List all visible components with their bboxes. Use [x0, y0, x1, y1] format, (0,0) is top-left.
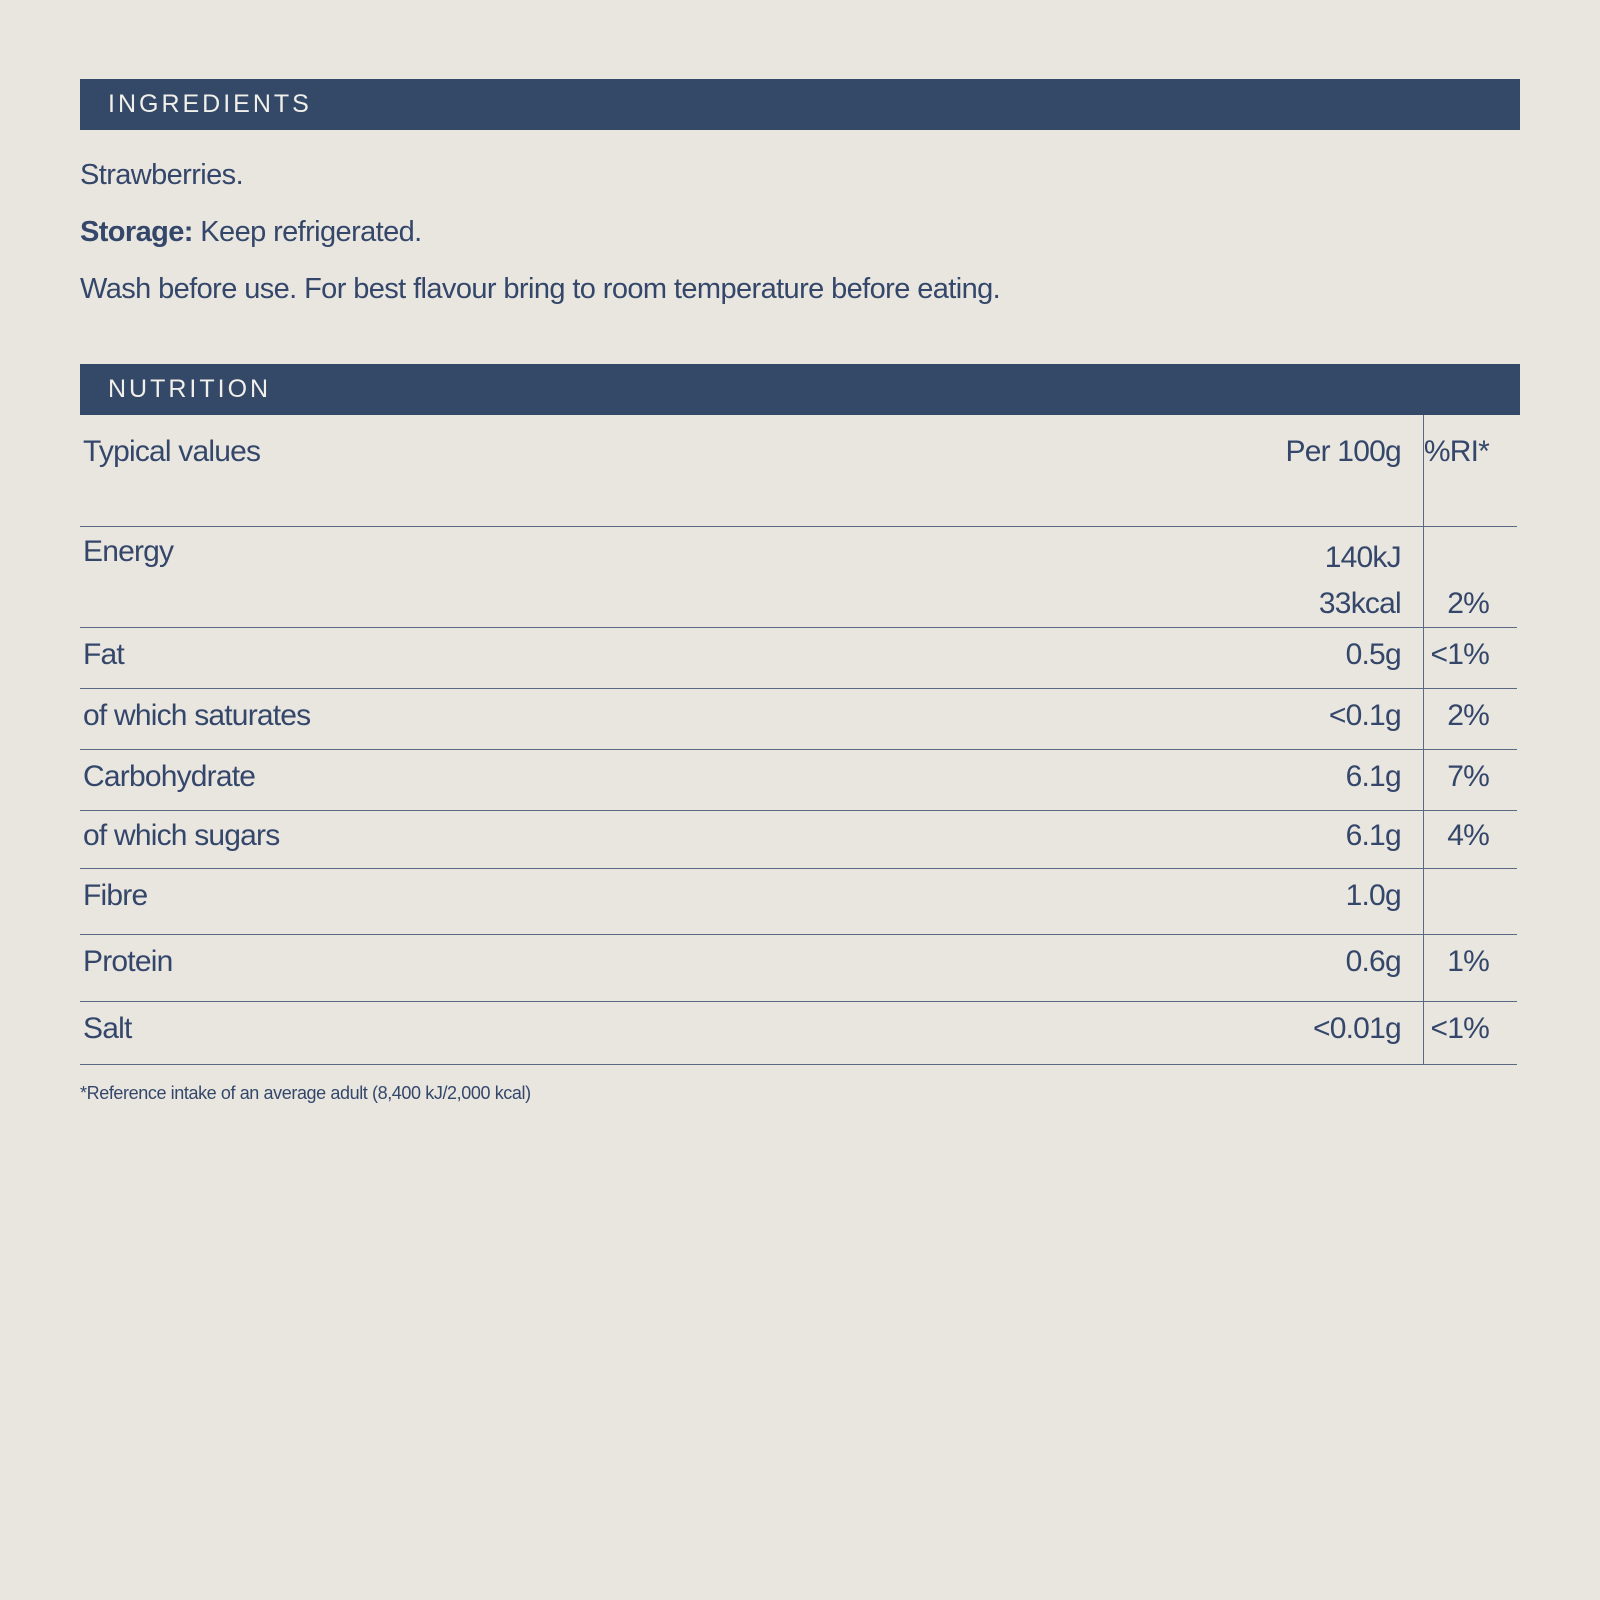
col-typical-values: Typical values	[80, 415, 1123, 526]
reference-intake-footnote: *Reference intake of an average adult (8,400 kJ/2,000 kcal)	[80, 1082, 531, 1103]
storage-line	[80, 217, 1520, 247]
product-info	[80, 79, 1520, 1104]
nutrient-name: Salt	[80, 1001, 1123, 1064]
table-row	[80, 688, 1517, 749]
per-100g-value: 6.1g	[1123, 810, 1423, 868]
col-per-100g: Per 100g	[1123, 415, 1423, 526]
per-100g-value: <0.01g	[1123, 1001, 1423, 1064]
storage-label: Storage:	[80, 216, 193, 248]
ingredients-body	[80, 130, 1520, 304]
per-100g-value: 0.6g	[1123, 934, 1423, 1001]
energy-kj: 140kJ	[1324, 540, 1401, 574]
table-header-row	[80, 415, 1517, 526]
nutrient-name: Fibre	[80, 868, 1123, 934]
col-ri: %RI*	[1423, 415, 1517, 526]
table-row	[80, 934, 1517, 1001]
table-row	[80, 749, 1517, 810]
ingredients-header: INGREDIENTS	[80, 79, 1520, 130]
ri-value: 4%	[1423, 810, 1517, 868]
table-row	[80, 868, 1517, 934]
ri-value	[1423, 868, 1517, 934]
table-row	[80, 1001, 1517, 1064]
nutrient-name: Energy	[80, 526, 1123, 627]
ri-value: 2%	[1423, 688, 1517, 749]
per-100g-value: 0.5g	[1123, 627, 1423, 688]
nutrient-name: Carbohydrate	[80, 749, 1123, 810]
ingredients-section	[80, 79, 1520, 304]
per-100g-value: 6.1g	[1123, 749, 1423, 810]
ri-value: 1%	[1423, 934, 1517, 1001]
ri-value: <1%	[1423, 627, 1517, 688]
ri-value: <1%	[1423, 1001, 1517, 1064]
ingredients-list: Strawberries.	[80, 159, 244, 191]
usage-instructions: Wash before use. For best flavour bring to room temperature before eating.	[80, 273, 1001, 305]
table-row	[80, 627, 1517, 688]
nutrition-header: NUTRITION	[80, 364, 1520, 415]
nutrient-name: Fat	[80, 627, 1123, 688]
ri-value: 7%	[1423, 749, 1517, 810]
ri-value: 2%	[1423, 526, 1517, 627]
storage-text: Keep refrigerated.	[192, 216, 422, 248]
per-100g-value: <0.1g	[1123, 688, 1423, 749]
nutrition-section	[80, 364, 1520, 1104]
per-100g-value: 1.0g	[1123, 868, 1423, 934]
nutrient-name: Protein	[80, 934, 1123, 1001]
energy-kcal: 33kcal	[1318, 586, 1401, 620]
nutrient-name: of which saturates	[80, 688, 1123, 749]
nutrient-name: of which sugars	[80, 810, 1123, 868]
table-row	[80, 526, 1517, 627]
nutrition-table	[80, 415, 1517, 1065]
per-100g-value	[1123, 526, 1423, 627]
table-row	[80, 810, 1517, 868]
